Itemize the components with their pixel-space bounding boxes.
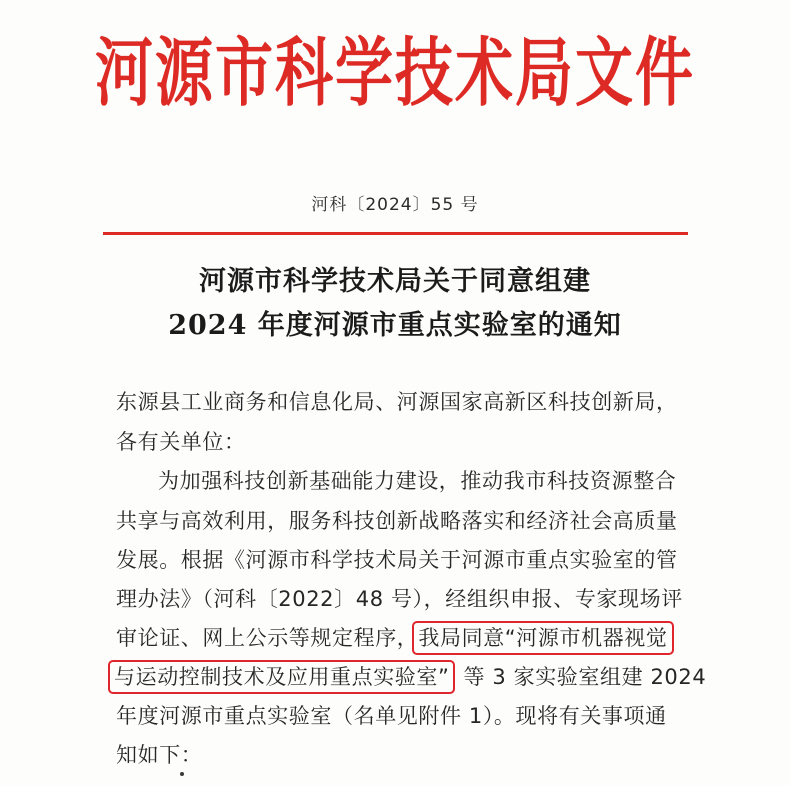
body-paragraph-line-4: 理办法》（河科〔2022〕48 号），经组织申报、专家现场评: [116, 587, 683, 611]
body-line-5-prefix: 审论证、网上公示等规定程序，: [116, 626, 419, 650]
document-number: 河科〔2024〕55 号: [311, 195, 479, 215]
body-line-6-suffix: 等 3 家实验室组建 2024: [463, 665, 707, 689]
body-paragraph-line-1: 为加强科技创新基础能力建设，推动我市科技资源整合: [158, 469, 677, 493]
scan-speck: [180, 772, 184, 776]
body-paragraph-line-7: 年度河源市重点实验室（名单见附件 1）。现将有关事项通: [116, 704, 667, 728]
highlight-box-part-2: 与运动控制技术及应用重点实验室”: [108, 660, 455, 694]
recipients-line-1: 东源县工业商务和信息化局、河源国家高新区科技创新局，: [116, 390, 678, 414]
body-paragraph-line-6: [116, 667, 706, 688]
body-paragraph-line-3: 发展。根据《河源市科学技术局关于河源市重点实验室的管: [116, 548, 678, 572]
body-paragraph-line-5: [116, 628, 674, 649]
issuing-authority-header: 河源市科学技术局文件: [94, 29, 695, 117]
body-paragraph-line-2: 共享与高效利用，服务科技创新战略落实和经济社会高质量: [116, 509, 678, 533]
body-paragraph-line-8: 知如下：: [116, 743, 203, 767]
red-divider-line: [103, 232, 688, 235]
notice-title-line-2: 2024 年度河源市重点实验室的通知: [168, 310, 622, 341]
highlight-box-part-1: 我局同意“河源市机器视觉: [412, 621, 673, 655]
recipients-line-2: 各有关单位：: [116, 430, 246, 454]
notice-title-line-1: 河源市科学技术局关于同意组建: [199, 266, 591, 297]
